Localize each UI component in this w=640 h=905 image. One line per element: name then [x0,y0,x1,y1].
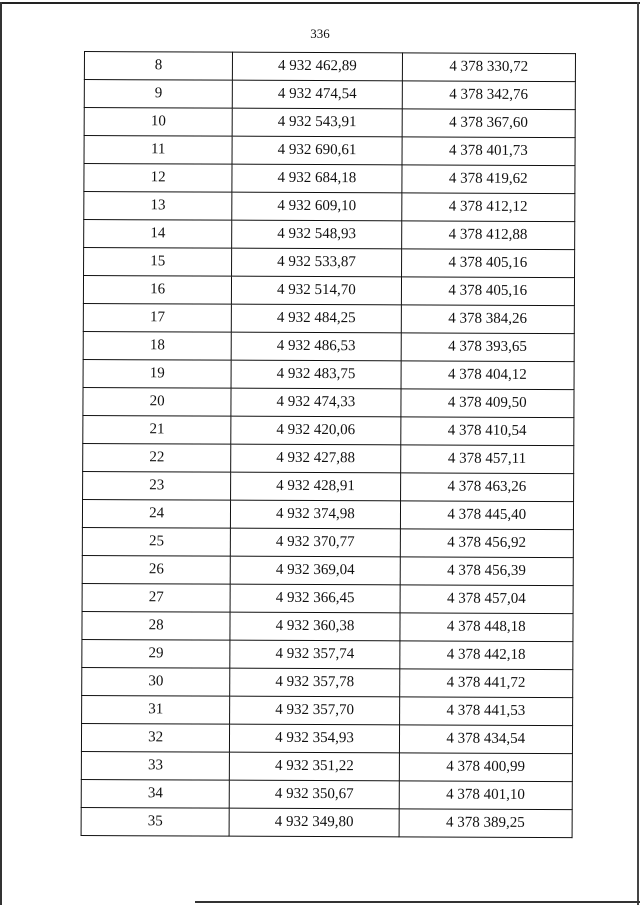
point-number-cell: 9 [84,80,232,109]
y-coordinate-cell: 4 378 342,76 [402,81,575,110]
x-coordinate-cell: 4 932 543,91 [232,108,401,137]
table-row [82,667,573,697]
y-coordinate-cell: 4 378 405,16 [401,249,574,278]
table-row [81,751,572,781]
x-coordinate-cell: 4 932 360,38 [230,612,399,641]
table-row [82,527,573,557]
x-coordinate-cell: 4 932 420,06 [231,416,400,445]
point-number-cell: 11 [84,136,232,165]
table-row [83,387,574,417]
point-number-cell: 19 [83,359,231,388]
y-coordinate-cell: 4 378 457,11 [400,445,573,474]
point-number-cell: 17 [83,303,231,332]
table-row [84,192,575,222]
point-number-cell: 34 [81,779,229,808]
x-coordinate-cell: 4 932 684,18 [232,164,401,193]
table-row [82,611,573,641]
y-coordinate-cell: 4 378 445,40 [400,501,573,530]
x-coordinate-cell: 4 932 354,93 [230,724,399,753]
scan-left-border [0,2,2,905]
coordinates-table [81,51,576,838]
y-coordinate-cell: 4 378 401,10 [399,781,572,810]
x-coordinate-cell: 4 932 357,78 [230,668,399,697]
y-coordinate-cell: 4 378 441,53 [399,697,572,726]
point-number-cell: 32 [81,723,229,752]
x-coordinate-cell: 4 932 484,25 [232,304,401,333]
point-number-cell: 35 [81,807,229,836]
x-coordinate-cell: 4 932 474,33 [231,388,400,417]
table-row [82,639,573,669]
x-coordinate-cell: 4 932 690,61 [232,136,401,165]
x-coordinate-cell: 4 932 369,04 [230,556,399,585]
scan-bottom-border [195,901,640,903]
y-coordinate-cell: 4 378 441,72 [399,669,572,698]
y-coordinate-cell: 4 378 393,65 [401,333,574,362]
y-coordinate-cell: 4 378 457,04 [400,585,573,614]
table-row [81,807,572,837]
table-row [84,108,575,138]
point-number-cell: 10 [84,108,232,137]
x-coordinate-cell: 4 932 548,93 [232,220,401,249]
y-coordinate-cell: 4 378 384,26 [401,305,574,334]
table-row [82,583,573,613]
point-number-cell: 20 [83,387,231,416]
y-coordinate-cell: 4 378 400,99 [399,753,572,782]
y-coordinate-cell: 4 378 405,16 [401,277,574,306]
y-coordinate-cell: 4 378 410,54 [400,417,573,446]
point-number-cell: 30 [82,667,230,696]
scan-right-border [637,2,639,905]
point-number-cell: 15 [84,248,232,277]
y-coordinate-cell: 4 378 404,12 [401,361,574,390]
y-coordinate-cell: 4 378 456,92 [400,529,573,558]
point-number-cell: 12 [84,164,232,193]
y-coordinate-cell: 4 378 389,25 [399,809,572,838]
x-coordinate-cell: 4 932 350,67 [229,780,398,809]
point-number-cell: 25 [82,527,230,556]
table-row [84,220,575,250]
table-row [83,276,574,306]
table-row [83,443,574,473]
table-row [81,779,572,809]
table-row [83,415,574,445]
point-number-cell: 18 [83,331,231,360]
scan-top-border [0,2,640,4]
y-coordinate-cell: 4 378 463,26 [400,473,573,502]
table-row [84,52,575,82]
table-row [83,303,574,333]
point-number-cell: 24 [82,499,230,528]
x-coordinate-cell: 4 932 609,10 [232,192,401,221]
y-coordinate-cell: 4 378 367,60 [402,109,575,138]
table-row [84,248,575,278]
point-number-cell: 13 [84,192,232,221]
x-coordinate-cell: 4 932 483,75 [231,360,400,389]
table-row [82,499,573,529]
x-coordinate-cell: 4 932 357,70 [230,696,399,725]
table-row [83,359,574,389]
y-coordinate-cell: 4 378 442,18 [399,641,572,670]
point-number-cell: 31 [82,695,230,724]
point-number-cell: 33 [81,751,229,780]
table-row [82,695,573,725]
y-coordinate-cell: 4 378 401,73 [402,137,575,166]
point-number-cell: 29 [82,639,230,668]
x-coordinate-cell: 4 932 349,80 [229,808,398,837]
point-number-cell: 23 [83,471,231,500]
point-number-cell: 8 [84,52,232,81]
y-coordinate-cell: 4 378 412,88 [401,221,574,250]
x-coordinate-cell: 4 932 366,45 [230,584,399,613]
x-coordinate-cell: 4 932 533,87 [232,248,401,277]
x-coordinate-cell: 4 932 486,53 [231,332,400,361]
point-number-cell: 27 [82,583,230,612]
x-coordinate-cell: 4 932 514,70 [232,276,401,305]
x-coordinate-cell: 4 932 357,74 [230,640,399,669]
x-coordinate-cell: 4 932 462,89 [233,52,402,81]
table-row [81,723,572,753]
table-row [84,136,575,166]
y-coordinate-cell: 4 378 434,54 [399,725,572,754]
y-coordinate-cell: 4 378 456,39 [400,557,573,586]
table-row [83,471,574,501]
point-number-cell: 28 [82,611,230,640]
x-coordinate-cell: 4 932 427,88 [231,444,400,473]
x-coordinate-cell: 4 932 374,98 [231,500,400,529]
coordinates-table-body [81,52,575,838]
point-number-cell: 14 [84,220,232,249]
point-number-cell: 26 [82,555,230,584]
x-coordinate-cell: 4 932 370,77 [231,528,400,557]
point-number-cell: 21 [83,415,231,444]
x-coordinate-cell: 4 932 428,91 [231,472,400,501]
y-coordinate-cell: 4 378 409,50 [401,389,574,418]
table-row [84,80,575,110]
point-number-cell: 16 [83,276,231,305]
table-row [82,555,573,585]
x-coordinate-cell: 4 932 474,54 [233,80,402,109]
table-row [84,164,575,194]
y-coordinate-cell: 4 378 448,18 [400,613,573,642]
point-number-cell: 22 [83,443,231,472]
y-coordinate-cell: 4 378 330,72 [402,53,575,82]
x-coordinate-cell: 4 932 351,22 [230,752,399,781]
y-coordinate-cell: 4 378 412,12 [401,193,574,222]
table-row [83,331,574,361]
y-coordinate-cell: 4 378 419,62 [402,165,575,194]
page-number: 336 [310,26,330,41]
